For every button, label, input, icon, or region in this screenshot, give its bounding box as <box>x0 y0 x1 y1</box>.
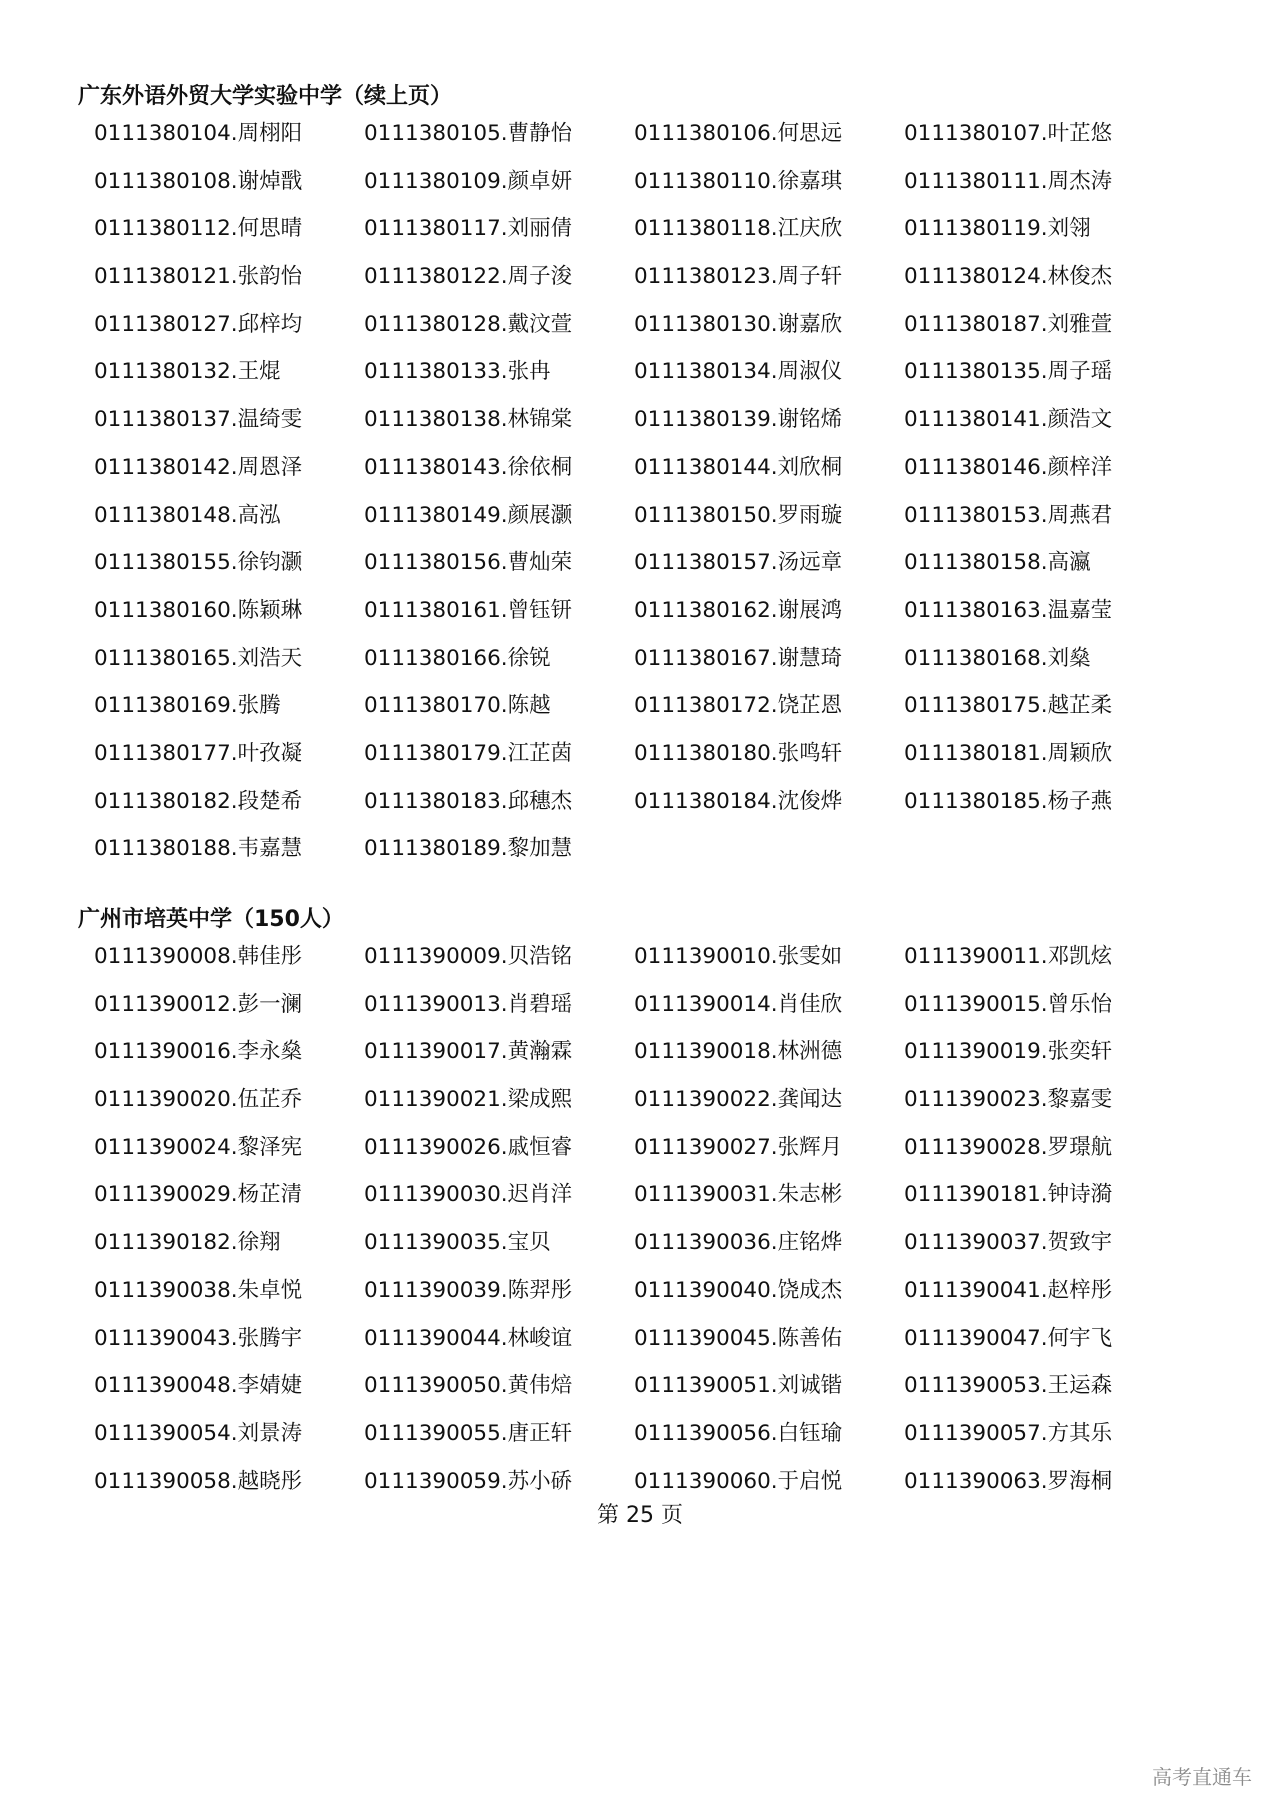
student-entry: 0111390038.朱卓悦 <box>94 1277 303 1303</box>
student-entry: 0111380172.饶芷恩 <box>634 693 843 719</box>
student-entry: 0111380133.张冉 <box>364 359 551 385</box>
student-entry: 0111380188.韦嘉慧 <box>94 836 303 862</box>
student-entry: 0111380123.周子轩 <box>634 264 843 290</box>
student-entry: 0111390054.刘景涛 <box>94 1420 303 1446</box>
student-entry: 0111380142.周恩泽 <box>94 454 303 480</box>
student-entry: 0111380183.邱穗杰 <box>364 788 573 814</box>
student-entry: 0111390059.苏小硚 <box>364 1468 573 1494</box>
student-entry: 0111380139.谢铭烯 <box>634 407 843 433</box>
student-entry: 0111380161.曾钰钘 <box>364 597 573 623</box>
student-entry: 0111390039.陈羿彤 <box>364 1277 573 1303</box>
student-entry: 0111380122.周子浚 <box>364 264 573 290</box>
student-entry: 0111380162.谢展鸿 <box>634 597 843 623</box>
student-entry: 0111380144.刘欣桐 <box>634 454 843 480</box>
student-entry: 0111380166.徐锐 <box>364 645 551 671</box>
student-entry: 0111390030.迟肖洋 <box>364 1182 573 1208</box>
student-entry: 0111390013.肖碧瑶 <box>364 991 573 1017</box>
student-entry: 0111390181.钟诗漪 <box>904 1182 1113 1208</box>
student-entry: 0111390053.王运森 <box>904 1373 1113 1399</box>
student-entry: 0111380137.温绮雯 <box>94 407 303 433</box>
student-entry: 0111380110.徐嘉琪 <box>634 168 843 194</box>
student-entry: 0111390017.黄瀚霖 <box>364 1039 573 1065</box>
student-entry: 0111390024.黎泽宪 <box>94 1134 303 1160</box>
student-entry: 0111380146.颜梓洋 <box>904 454 1113 480</box>
student-entry: 0111380182.段楚希 <box>94 788 303 814</box>
student-entry: 0111390028.罗璟航 <box>904 1134 1113 1160</box>
student-entry: 0111380118.江庆欣 <box>634 216 843 242</box>
student-entry: 0111380168.刘燊 <box>904 645 1091 671</box>
student-entry: 0111390016.李永燊 <box>94 1039 303 1065</box>
student-entry: 0111390008.韩佳彤 <box>94 944 303 969</box>
page-number: 第 25 页 <box>597 1503 683 1528</box>
student-entry: 0111390019.张奕轩 <box>904 1039 1113 1065</box>
student-entry: 0111380124.林俊杰 <box>904 264 1113 290</box>
student-entry: 0111380179.江芷茵 <box>364 740 573 766</box>
student-entry: 0111380177.叶孜凝 <box>94 740 303 766</box>
student-entry: 0111380106.何思远 <box>634 121 843 146</box>
student-entry: 0111380158.高瀛 <box>904 550 1091 576</box>
student-entry: 0111390020.伍芷乔 <box>94 1087 303 1113</box>
student-entry: 0111380180.张鸣轩 <box>634 740 843 766</box>
student-entry: 0111390011.邓凯炫 <box>904 944 1113 969</box>
student-entry: 0111390022.龚闻达 <box>634 1087 843 1113</box>
student-entry: 0111380165.刘浩天 <box>94 645 303 671</box>
watermark-text: 高考直通车 <box>1152 1765 1252 1789</box>
student-entry: 0111380132.王焜 <box>94 359 281 385</box>
student-entry: 0111380167.谢慧琦 <box>634 645 843 671</box>
student-entry: 0111380185.杨子燕 <box>904 788 1113 814</box>
student-entry: 0111380117.刘丽倩 <box>364 216 573 242</box>
student-entry: 0111390040.饶成杰 <box>634 1277 843 1303</box>
student-entry: 0111390012.彭一澜 <box>94 991 303 1017</box>
student-entry: 0111390048.李婧婕 <box>94 1373 303 1399</box>
student-entry: 0111380105.曹静怡 <box>364 121 573 146</box>
student-entry: 0111380112.何思晴 <box>94 216 303 242</box>
student-entry: 0111380104.周栩阳 <box>94 121 303 146</box>
student-entry: 0111380143.徐依桐 <box>364 454 573 480</box>
student-entry: 0111390050.黄伟焙 <box>364 1373 573 1399</box>
student-entry: 0111380181.周颖欣 <box>904 740 1113 766</box>
student-entry: 0111390041.赵梓彤 <box>904 1277 1113 1303</box>
student-entry: 0111390058.越晓彤 <box>94 1468 303 1494</box>
student-entry: 0111380184.沈俊烨 <box>634 788 843 814</box>
student-entry: 0111380130.谢嘉欣 <box>634 311 843 337</box>
student-entry: 0111390057.方其乐 <box>904 1420 1113 1446</box>
student-entry: 0111390055.唐正轩 <box>364 1420 573 1446</box>
student-entry: 0111390036.庄铭烨 <box>634 1230 843 1256</box>
student-entry: 0111390023.黎嘉雯 <box>904 1087 1113 1113</box>
student-entry: 0111380156.曹灿荣 <box>364 550 573 576</box>
student-entry: 0111380148.高泓 <box>94 502 281 528</box>
student-grid <box>94 943 1174 1515</box>
student-entry: 0111390031.朱志彬 <box>634 1182 843 1208</box>
student-entry: 0111390018.林洲德 <box>634 1039 843 1065</box>
student-entry: 0111380128.戴汶萱 <box>364 311 573 337</box>
student-entry: 0111380170.陈越 <box>364 693 551 719</box>
student-entry: 0111390014.肖佳欣 <box>634 991 843 1017</box>
student-entry: 0111390035.宝贝 <box>364 1230 551 1256</box>
student-entry: 0111380150.罗雨璇 <box>634 502 843 528</box>
student-entry: 0111380109.颜卓妍 <box>364 168 573 194</box>
student-entry: 0111390037.贺致宇 <box>904 1230 1113 1256</box>
student-entry: 0111380163.温嘉莹 <box>904 597 1113 623</box>
student-entry: 0111380149.颜展灏 <box>364 502 573 528</box>
student-entry: 0111380134.周淑仪 <box>634 359 843 385</box>
student-entry: 0111380169.张腾 <box>94 693 281 719</box>
student-entry: 0111390044.林峻谊 <box>364 1325 573 1351</box>
student-entry: 0111380127.邱梓均 <box>94 311 303 337</box>
student-entry: 0111390026.戚恒睿 <box>364 1134 573 1160</box>
student-entry: 0111380107.叶芷悠 <box>904 121 1113 146</box>
student-entry: 0111390051.刘诚锴 <box>634 1373 843 1399</box>
student-entry: 0111380160.陈颖琳 <box>94 597 303 623</box>
student-entry: 0111380175.越芷柔 <box>904 693 1113 719</box>
section-title: 广东外语外贸大学实验中学（续上页） <box>78 84 453 109</box>
student-entry: 0111380187.刘雅萱 <box>904 311 1113 337</box>
student-entry: 0111380153.周燕君 <box>904 502 1113 528</box>
student-entry: 0111380141.颜浩文 <box>904 407 1113 433</box>
student-entry: 0111380121.张韵怡 <box>94 264 303 290</box>
student-entry: 0111380189.黎加慧 <box>364 836 573 862</box>
student-entry: 0111390010.张雯如 <box>634 944 843 969</box>
student-entry: 0111380138.林锦棠 <box>364 407 573 433</box>
student-entry: 0111380111.周杰涛 <box>904 168 1113 194</box>
student-entry: 0111390043.张腾宇 <box>94 1325 303 1351</box>
student-entry: 0111390045.陈善佑 <box>634 1325 843 1351</box>
student-entry: 0111390056.白钰瑜 <box>634 1420 843 1446</box>
student-entry: 0111390182.徐翔 <box>94 1230 281 1256</box>
student-entry: 0111380157.汤远章 <box>634 550 843 576</box>
section-title: 广州市培英中学（150人） <box>78 907 344 932</box>
student-entry: 0111390027.张辉月 <box>634 1134 843 1160</box>
student-entry: 0111390021.梁成熙 <box>364 1087 573 1113</box>
student-entry: 0111390060.于启悦 <box>634 1468 843 1494</box>
student-entry: 0111380135.周子瑶 <box>904 359 1113 385</box>
student-entry: 0111390063.罗海桐 <box>904 1468 1113 1494</box>
student-entry: 0111390015.曾乐怡 <box>904 991 1113 1017</box>
student-entry: 0111380108.谢焯戬 <box>94 168 303 194</box>
student-grid <box>94 120 1174 883</box>
student-entry: 0111390047.何宇飞 <box>904 1325 1113 1351</box>
student-entry: 0111390029.杨芷清 <box>94 1182 303 1208</box>
student-entry: 0111390009.贝浩铭 <box>364 944 573 969</box>
student-entry: 0111380155.徐钧灏 <box>94 550 303 576</box>
student-entry: 0111380119.刘翎 <box>904 216 1091 242</box>
